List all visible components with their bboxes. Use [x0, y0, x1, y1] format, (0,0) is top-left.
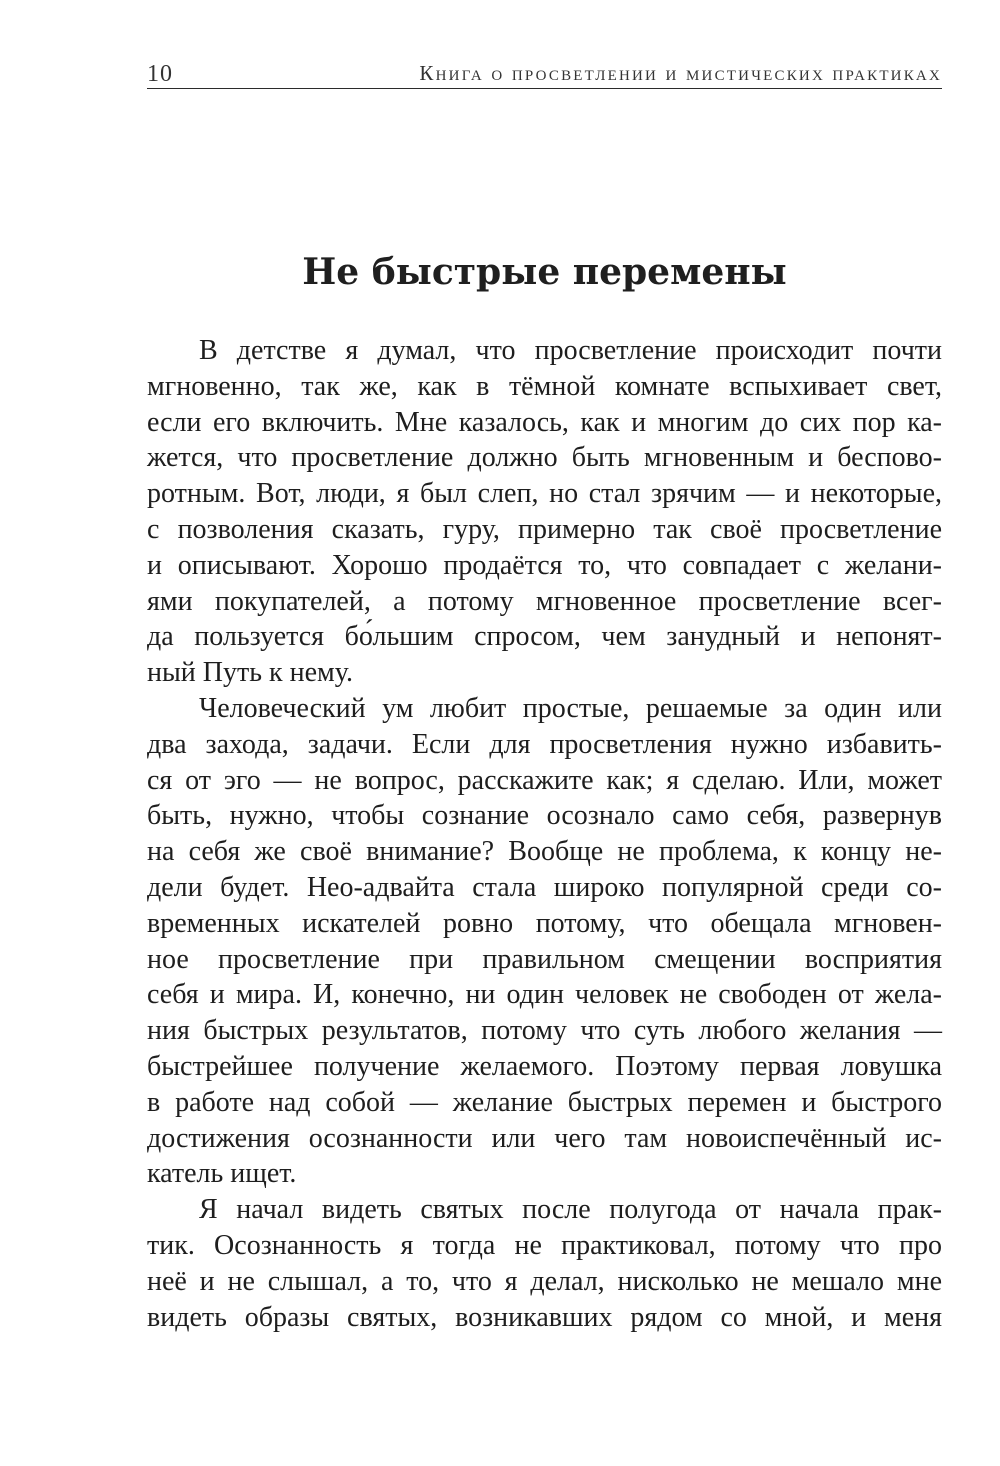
text-line: временных искателей ровно потому, что обещала мгновен- [147, 907, 942, 939]
text-line: ный Путь к нему. [147, 657, 353, 689]
text-line: два захода, задачи. Если для просветления нужно избавить- [147, 728, 942, 760]
paragraph-1 [147, 333, 942, 691]
text-line: ное просветление при правильном смещении восприятия [147, 943, 942, 975]
page-number: 10 [147, 61, 173, 87]
text-line: В детстве я думал, что просветление происходит почти [199, 335, 942, 366]
text-line: мгновенно, так же, как в тёмной комнате вспыхивает свет, [147, 370, 942, 402]
text-line: если его включить. Мне казалось, как и многим до сих пор ка- [147, 406, 942, 438]
running-title: Книга о просветлении и мистических практиках [419, 61, 942, 85]
text-line: ротным. Вот, люди, я был слеп, но стал зрячим — и некоторые, [147, 478, 942, 510]
text-line: Человеческий ум любит простые, решаемые за один или [199, 692, 942, 724]
running-header [147, 56, 942, 89]
text-line: неё и не слышал, а то, что я делал, нисколько не мешало мне [147, 1265, 942, 1297]
text-line: видеть образы святых, возникавших рядом со мной, и меня [147, 1301, 942, 1333]
text-line: тик. Осознанность я тогда не практиковал, потому что про [147, 1229, 942, 1261]
text-line: достижения осознанности или чего там новоиспечённый ис- [147, 1122, 942, 1154]
text-line: быть, нужно, чтобы сознание осознало само себя, развернув [147, 800, 942, 832]
text-line: ями покупателей, а потому мгновенное просветление всег- [147, 585, 942, 617]
text-line: и описывают. Хорошо продаётся то, что совпадает с желани- [147, 549, 942, 581]
text-line: себя и мира. И, конечно, ни один человек не свободен от жела- [147, 979, 942, 1011]
paragraph-3 [147, 1192, 942, 1335]
text-line: ся от эго — не вопрос, расскажите как; я сделаю. Или, может [147, 764, 942, 796]
text-line: Я начал видеть святых после полугода от начала прак- [199, 1194, 942, 1226]
text-line: быстрейшее получение желаемого. Поэтому первая ловушка [147, 1050, 942, 1082]
text-line: в работе над собой — желание быстрых перемен и быстрого [147, 1086, 942, 1118]
text-line: на себя же своё внимание? Вообще не проблема, к концу не- [147, 836, 942, 868]
text-line: катель ищет. [147, 1158, 297, 1190]
chapter-title: Не быстрые перемены [302, 251, 787, 293]
text-line: ния быстрых результатов, потому что суть любого желания — [147, 1015, 942, 1047]
text-line: с позволения сказать, гуру, примерно так своё просветление [147, 513, 942, 545]
body-text [147, 333, 942, 1335]
text-line: да пользуется бо́льшим спросом, чем занудный и непонят- [147, 621, 942, 653]
paragraph-2 [147, 691, 942, 1192]
text-line: дели будет. Нео-адвайта стала широко популярной среди со- [147, 871, 942, 903]
text-line: жется, что просветление должно быть мгновенным и беспово- [147, 442, 942, 474]
